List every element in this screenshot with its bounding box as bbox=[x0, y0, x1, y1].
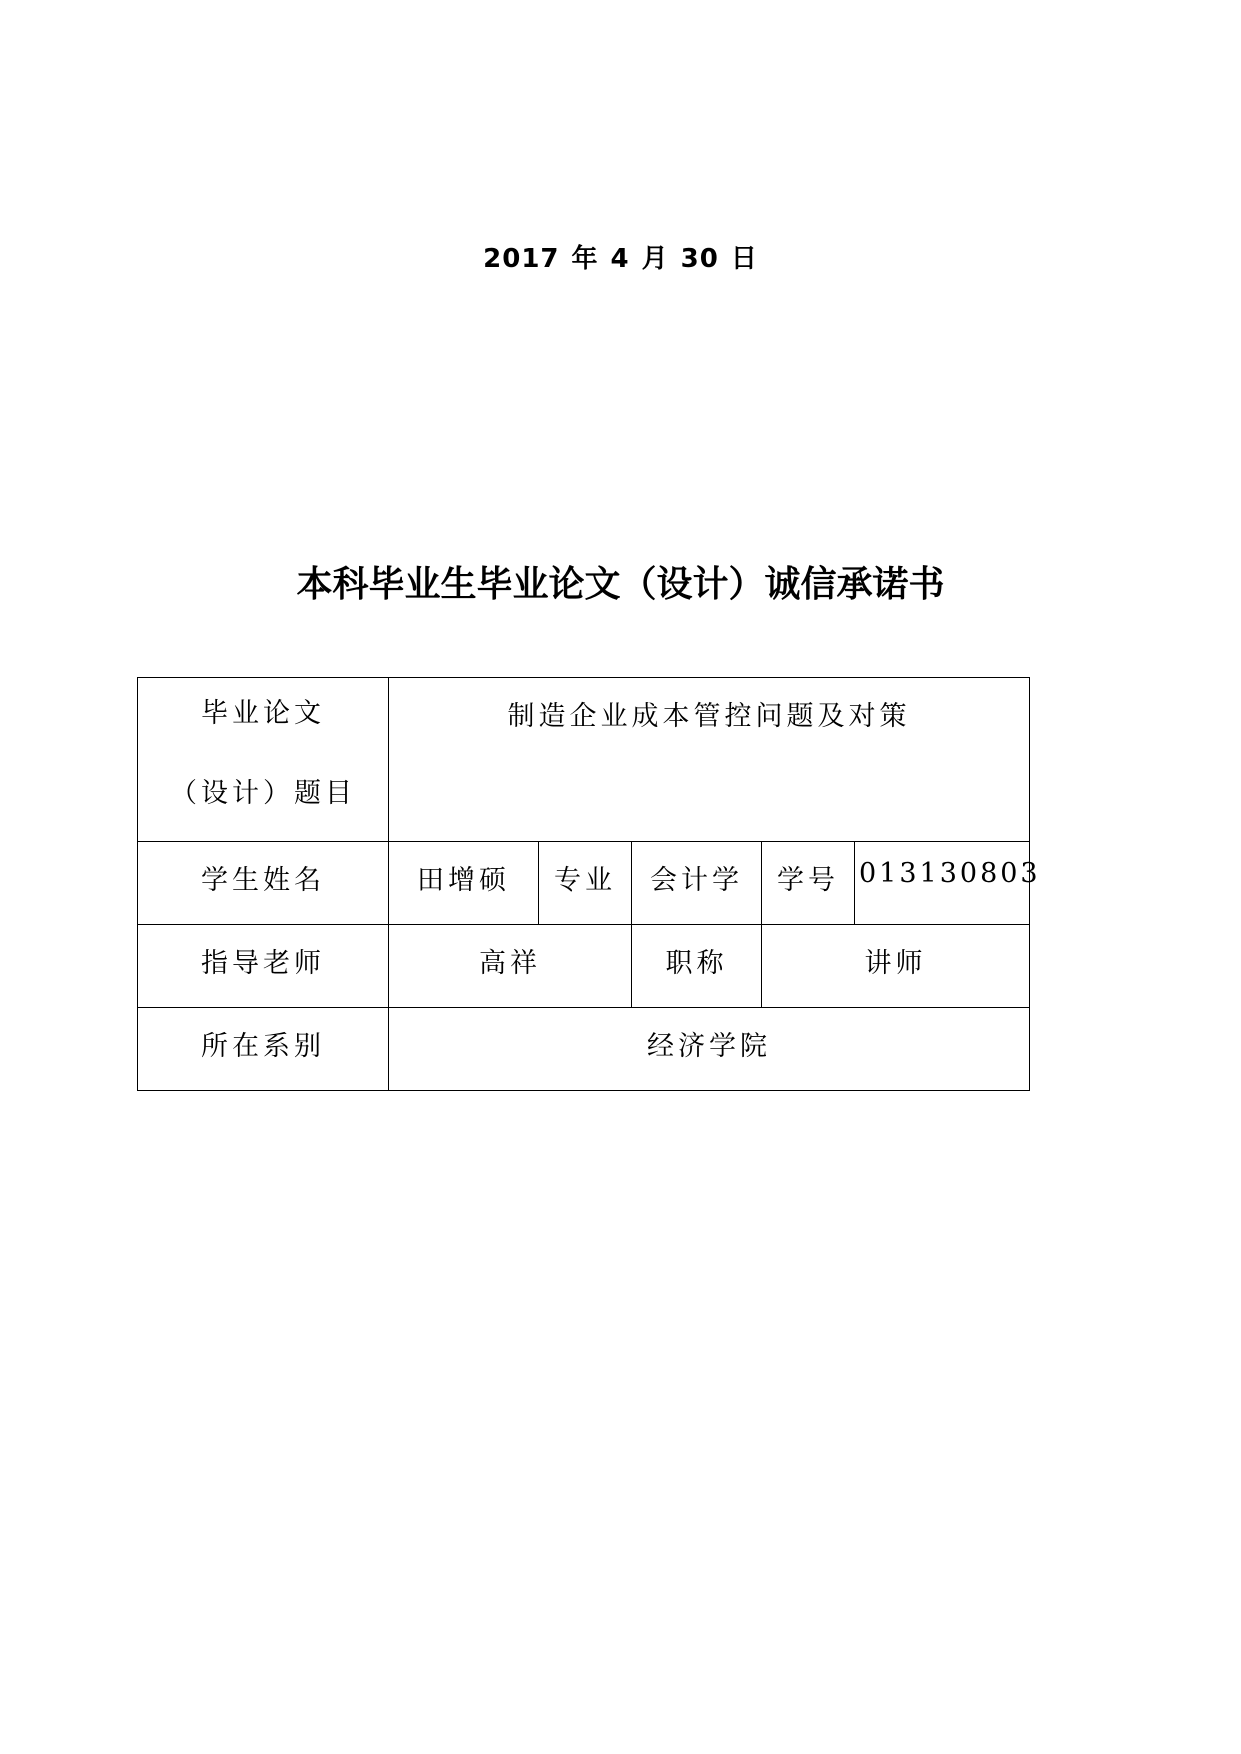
date-month-unit: 月 bbox=[641, 244, 669, 274]
thesis-title-label-line1: 毕业论文 bbox=[201, 698, 325, 729]
table-row-department bbox=[138, 1008, 1030, 1091]
thesis-title-label-line2: （设计）题目 bbox=[170, 778, 356, 809]
date-month: 4 bbox=[610, 244, 630, 274]
page-title: 本科毕业生毕业论文（设计）诚信承诺书 bbox=[296, 564, 945, 605]
table-row-advisor bbox=[138, 925, 1030, 1008]
student-name-label: 学生姓名 bbox=[138, 842, 389, 925]
table-row-thesis-title bbox=[138, 678, 1030, 842]
student-id-label: 学号 bbox=[762, 842, 855, 925]
date-year-unit: 年 bbox=[571, 244, 599, 274]
thesis-title-label bbox=[138, 678, 389, 842]
advisor-label: 指导老师 bbox=[138, 925, 389, 1008]
student-name-value: 田增硕 bbox=[389, 842, 539, 925]
date-day-unit: 日 bbox=[730, 244, 758, 274]
date-day: 30 bbox=[680, 244, 719, 274]
table-row-student bbox=[138, 842, 1030, 925]
department-label: 所在系别 bbox=[138, 1008, 389, 1091]
date-line bbox=[0, 238, 1241, 275]
title-rank-label: 职称 bbox=[632, 925, 762, 1008]
integrity-form-table bbox=[137, 677, 1041, 1091]
thesis-title-value: 制造企业成本管控问题及对策 bbox=[389, 678, 1030, 842]
student-id-value: 013130803 bbox=[855, 842, 1030, 925]
title-rank-value: 讲师 bbox=[762, 925, 1030, 1008]
date-year: 2017 bbox=[483, 244, 560, 274]
major-label: 专业 bbox=[539, 842, 632, 925]
department-value: 经济学院 bbox=[389, 1008, 1030, 1091]
major-value: 会计学 bbox=[632, 842, 762, 925]
advisor-value: 高祥 bbox=[389, 925, 632, 1008]
